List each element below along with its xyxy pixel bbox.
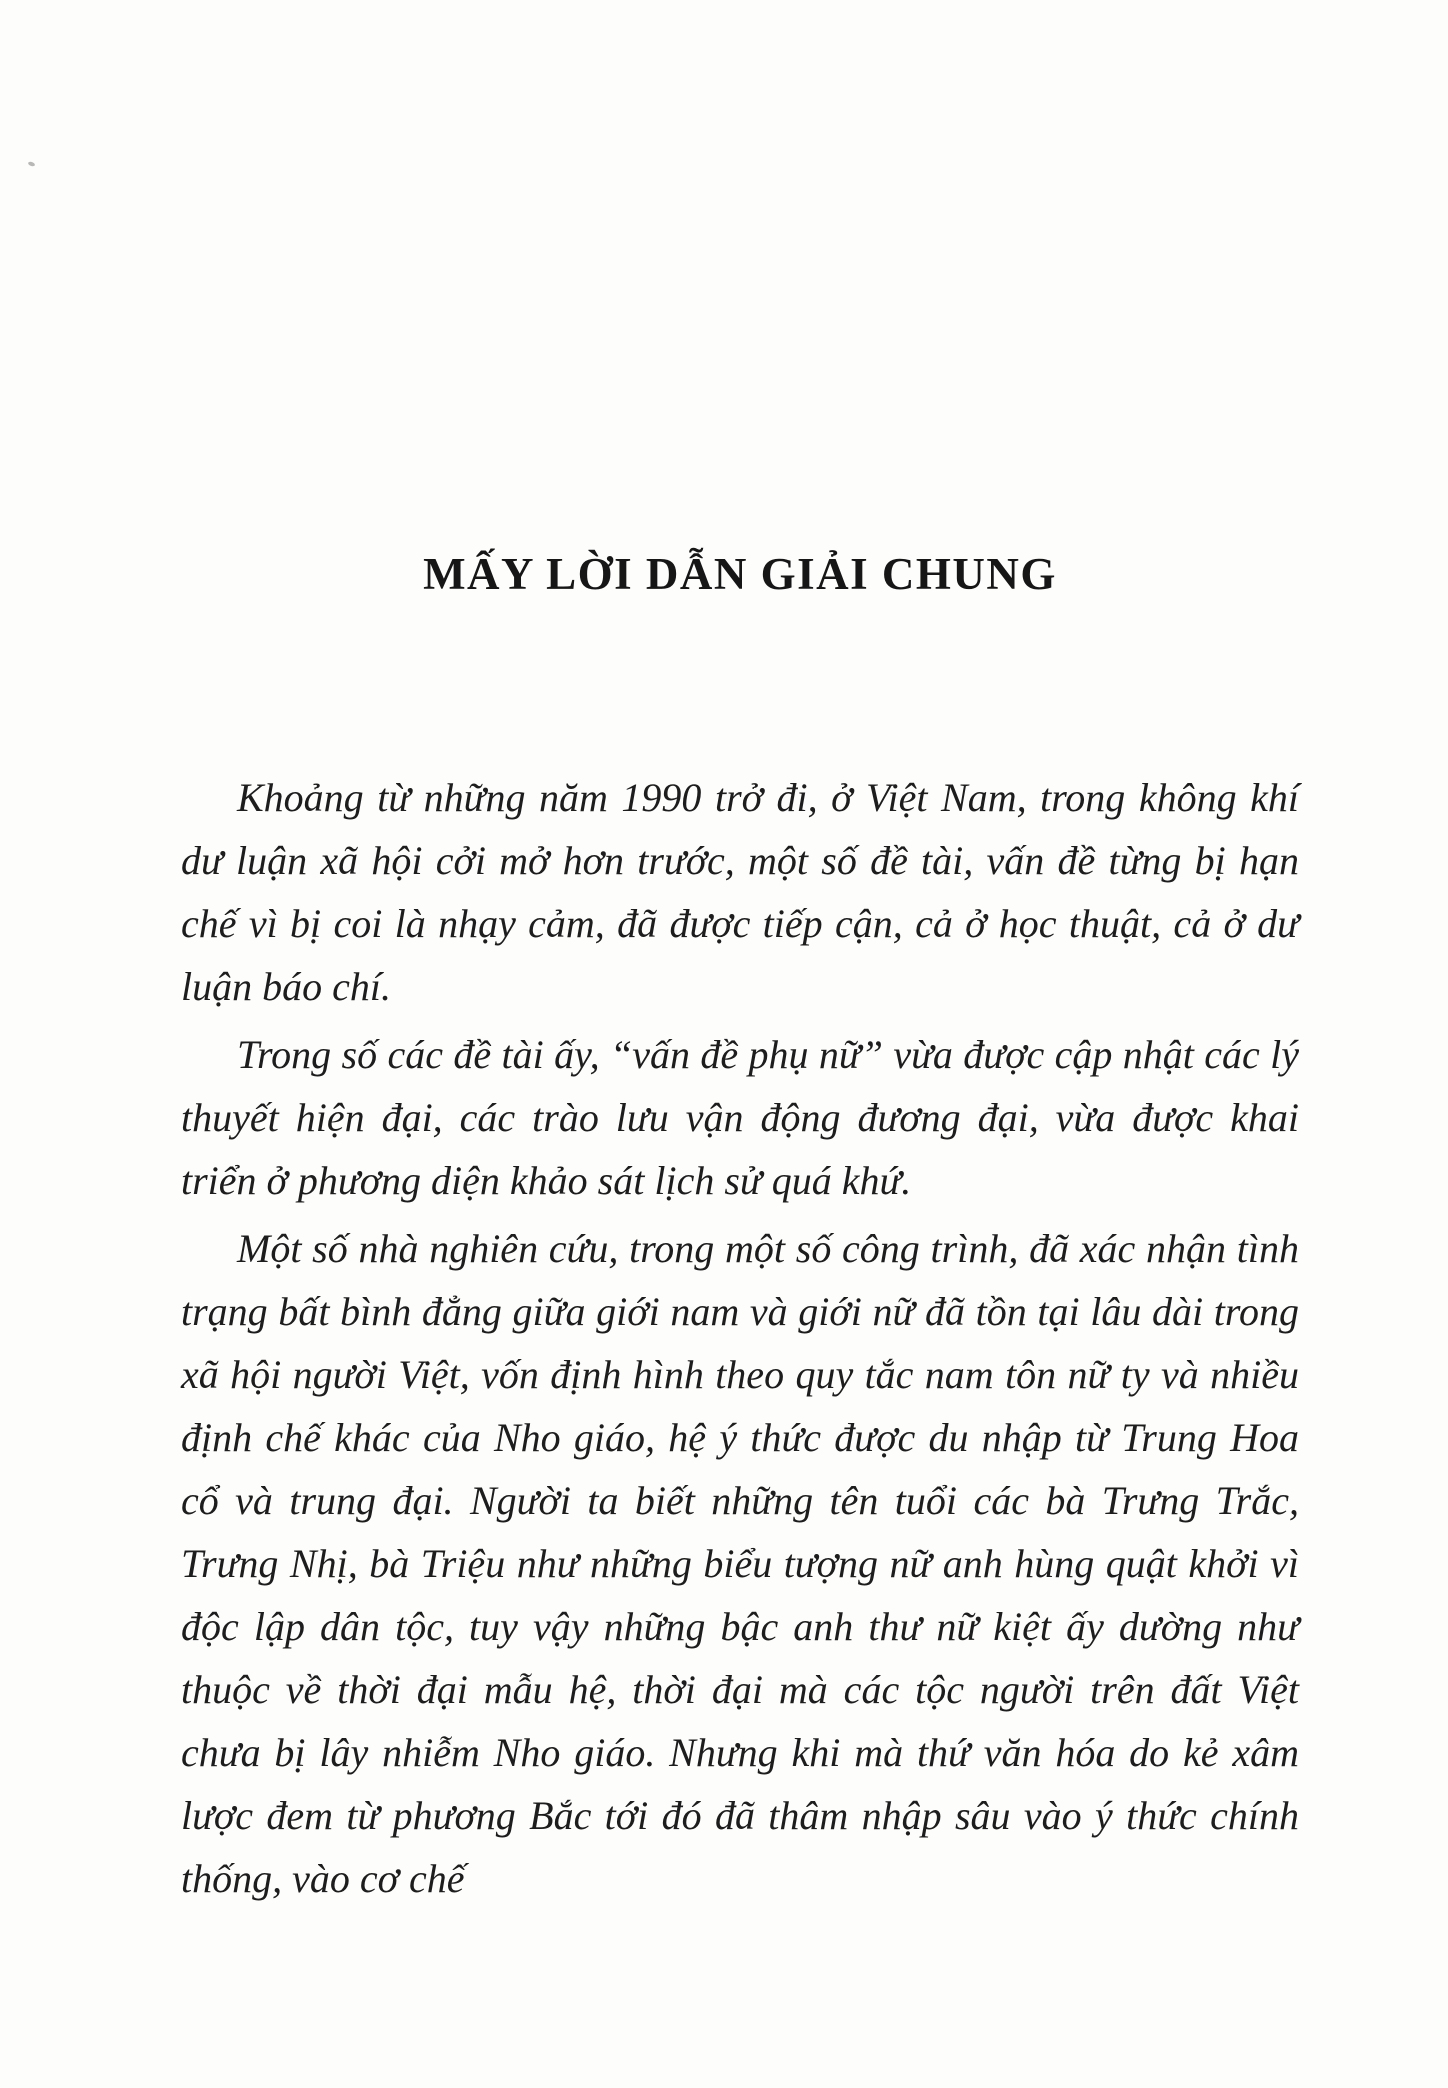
paragraph-2: Trong số các đề tài ấy, “vấn đề phụ nữ” vừa được cập nhật các lý thuyết hiện đại, các trào lưu vận động đương đại, vừa được khai triển ở phương diện khảo sát lịch sử quá khứ. bbox=[181, 1032, 1299, 1203]
page-content bbox=[181, 0, 1299, 2088]
paragraph-1: Khoảng từ những năm 1990 trở đi, ở Việt Nam, trong không khí dư luận xã hội cởi mở hơn trước, một số đề tài, vấn đề từng bị hạn chế vì bị coi là nhạy cảm, đã được tiếp cận, cả ở học thuật, cả ở dư luận báo chí. bbox=[181, 775, 1299, 1009]
paragraph-3: Một số nhà nghiên cứu, trong một số công trình, đã xác nhận tình trạng bất bình đẳng giữa giới nam và giới nữ đã tồn tại lâu dài trong xã hội người Việt, vốn định hình theo quy tắc nam tôn nữ ty và nhiều định chế khác của Nho giáo, hệ ý thức được du nhập từ Trung Hoa cổ và trung đại. Người ta biết những tên tuổi các bà Trưng Trắc, Trưng Nhị, bà Triệu như những biểu tượng nữ anh hùng quật khởi vì độc lập dân tộc, tuy vậy những bậc anh thư nữ kiệt ấy dường như thuộc về thời đại mẫu hệ, thời đại mà các tộc người trên đất Việt chưa bị lây nhiễm Nho giáo. Nhưng khi mà thứ văn hóa do kẻ xâm lược đem từ phương Bắc tới đó đã thâm nhập sâu vào ý thức chính thống, vào cơ chế bbox=[181, 1226, 1299, 1901]
chapter-title: MẤY LỜI DẪN GIẢI CHUNG bbox=[423, 549, 1057, 599]
scan-artifact-mark bbox=[28, 161, 36, 167]
body-text bbox=[181, 766, 1299, 1910]
